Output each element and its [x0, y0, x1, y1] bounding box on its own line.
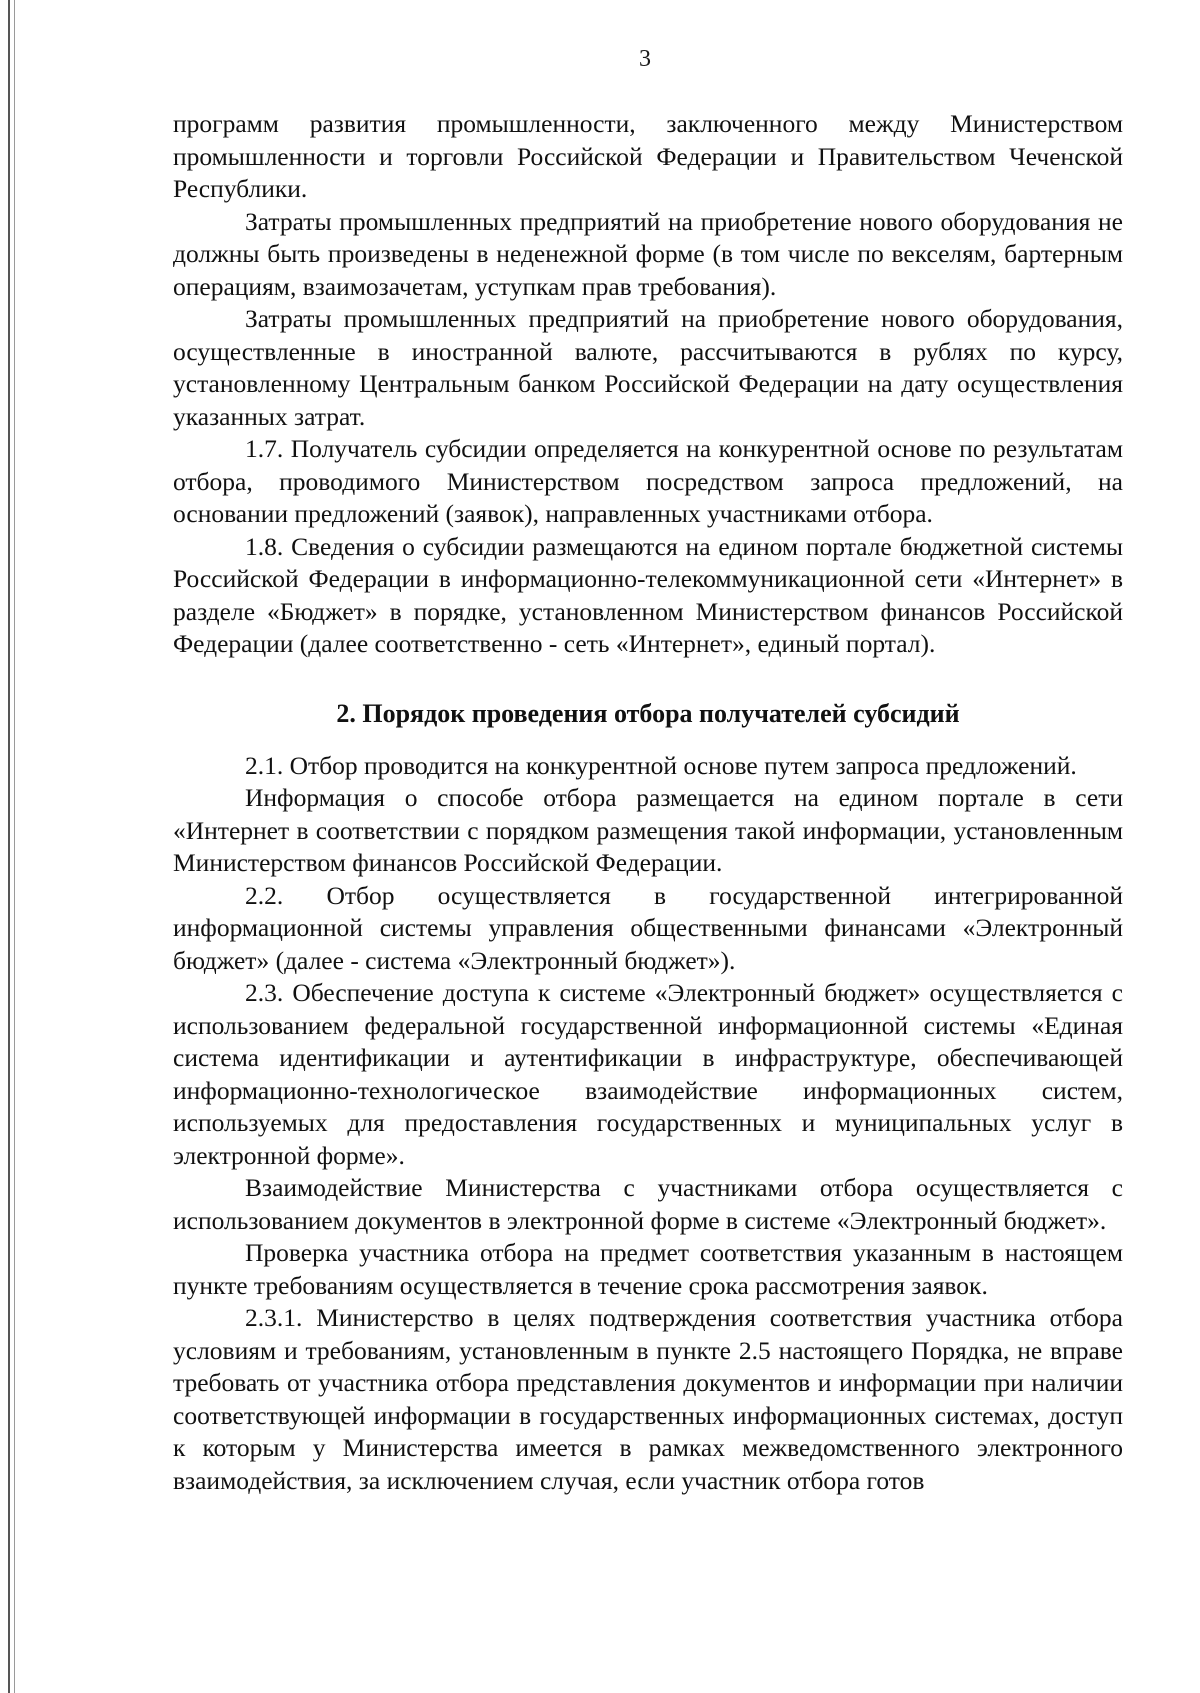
paragraph: программ развития промышленности, заключенного между Министерством промышленности и торговли Российской Федерации и Правительством Чеченской Республики.	[173, 109, 1123, 203]
paragraph: 2.2. Отбор осуществляется в государственной интегрированной информационной системы управления общественными финансами «Электронный бюджет» (далее - система «Электронный бюджет»).	[173, 880, 1123, 975]
paragraph: 1.8. Сведения о субсидии размещаются на едином портале бюджетной системы Российской Федерации в информационно-телекоммуникационной сети «Интернет» в разделе «Бюджет» в порядке, установленном Министерством финансов Российской Федерации (далее соответственно - сеть «Интернет», единый портал).	[173, 531, 1123, 658]
paragraph: Информация о способе отбора размещается на едином портале в сети «Интернет в соответствии с порядком размещения такой информации, установленным Министерством финансов Российской Федерации.	[173, 783, 1123, 877]
paragraph: Затраты промышленных предприятий на приобретение нового оборудования не должны быть произведены в неденежной форме (в том числе по векселям, бартерным операциям, взаимозачетам, уступкам прав требования).	[173, 206, 1123, 301]
paragraph: Взаимодействие Министерства с участниками отбора осуществляется с использованием документов в электронной форме в системе «Электронный бюджет».	[173, 1173, 1123, 1235]
scan-edge-line-secondary	[14, 0, 15, 1693]
section-heading: 2. Порядок проведения отбора получателей субсидий	[336, 698, 960, 728]
paragraph: Затраты промышленных предприятий на приобретение нового оборудования, осуществленные в иностранной валюте, рассчитываются в рублях по курсу, установленному Центральным банком Российской Федерации на дату осуществления указанных затрат.	[173, 304, 1123, 431]
page-number: 3	[639, 46, 651, 72]
scan-edge-line	[8, 0, 10, 1693]
paragraph: 2.3.1. Министерство в целях подтверждения соответствия участника отбора условиям и требованиям, установленным в пункте 2.5 настоящего Порядка, не вправе требовать от участника отбора представления документов и информации при наличии соответствующей информации в государственных информационных системах, доступ к которым у Министерства имеется в рамках межведомственного электронного взаимодействия, за исключением случая, если участник отбора готов	[173, 1303, 1123, 1495]
document-body	[173, 108, 1123, 1497]
paragraphs-after-heading	[173, 750, 1123, 1498]
paragraph: 2.3. Обеспечение доступа к системе «Электронный бюджет» осуществляется с использованием федеральной государственной информационной системы «Единая система идентификации и аутентификации в инфраструктуре, обеспечивающей информационно-технологическое взаимодействие информационных систем, используемых для предоставления государственных и муниципальных услуг в электронной форме».	[173, 978, 1123, 1170]
paragraph: 2.1. Отбор проводится на конкурентной основе путем запроса предложений.	[245, 750, 1077, 780]
paragraph: Проверка участника отбора на предмет соответствия указанным в настоящем пункте требованиям осуществляется в течение срока рассмотрения заявок.	[173, 1238, 1123, 1300]
paragraphs-before-heading	[173, 108, 1123, 661]
paragraph: 1.7. Получатель субсидии определяется на конкурентной основе по результатам отбора, проводимого Министерством посредством запроса предложений, на основании предложений (заявок), направленных участниками отбора.	[173, 434, 1123, 528]
